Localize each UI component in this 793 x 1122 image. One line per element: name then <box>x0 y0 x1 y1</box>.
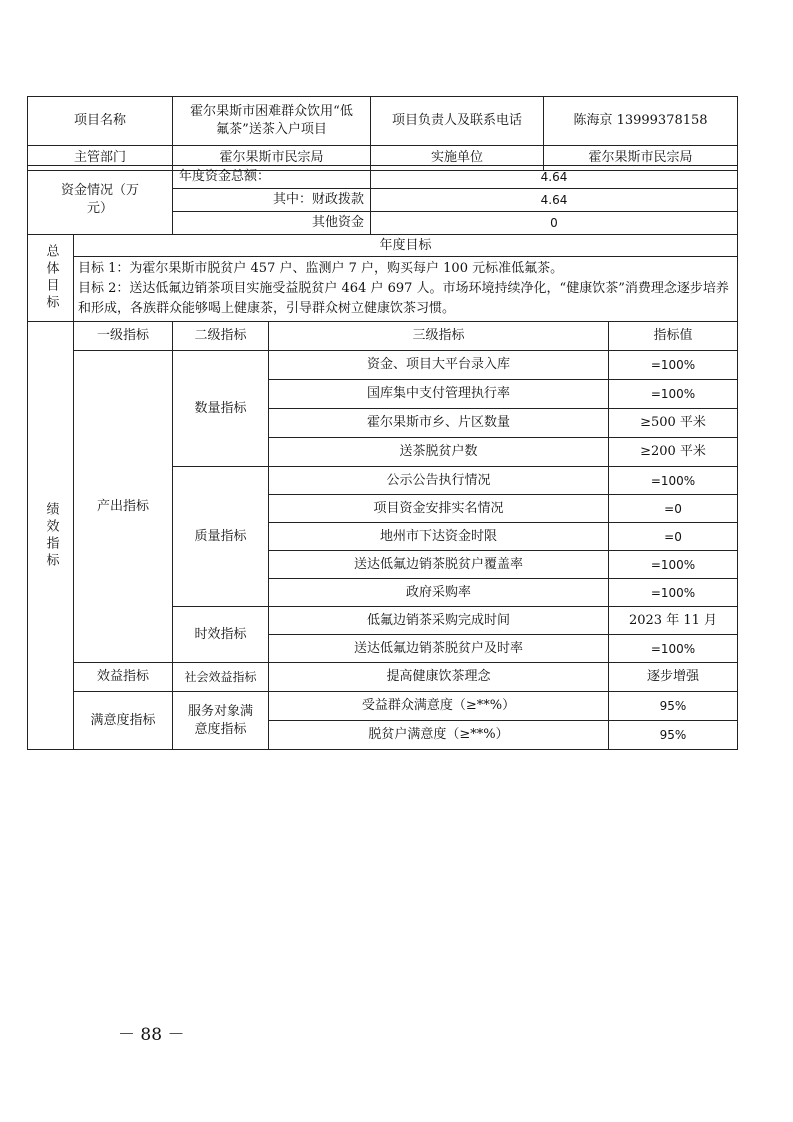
quality-label: 质量指标 <box>173 467 269 607</box>
goals-body <box>74 257 738 322</box>
table-row-value: 逐步增强 <box>609 663 738 692</box>
funds-label: 资金情况（万元） <box>28 166 173 235</box>
social-benefit-label: 社会效益指标 <box>173 663 269 692</box>
table-row-value: =0 <box>609 495 738 523</box>
timeliness-label: 时效指标 <box>173 607 269 663</box>
table-row-value: =100% <box>609 380 738 409</box>
table-row-name: 地州市下达资金时限 <box>269 523 609 551</box>
table-row-name: 公示公告执行情况 <box>269 467 609 495</box>
table-row-value: =100% <box>609 635 738 663</box>
performance-side-label: 绩效指标 <box>28 322 74 750</box>
table-row-name: 受益群众满意度（≥**%） <box>269 692 609 721</box>
fiscal-label: 其中：财政拨款 <box>173 189 371 212</box>
project-name-value: 霍尔果斯市困难群众饮用“低氟茶”送茶入户项目 <box>173 97 371 146</box>
table-row-name: 政府采购率 <box>269 579 609 607</box>
goals-table <box>27 234 738 322</box>
goals-side-label: 总体目标 <box>28 235 74 322</box>
goals-header: 年度目标 <box>74 235 738 257</box>
funds-table <box>27 165 738 235</box>
table-row-value: 95% <box>609 721 738 750</box>
impl-value: 霍尔果斯市民宗局 <box>544 146 738 171</box>
quantity-label: 数量指标 <box>173 351 269 467</box>
table-row-value: =100% <box>609 579 738 607</box>
table-row-value: =100% <box>609 551 738 579</box>
table-row-name: 送茶脱贫户数 <box>269 438 609 467</box>
dept-label: 主管部门 <box>28 146 173 171</box>
table-row-value: =0 <box>609 523 738 551</box>
table-row-name: 送达低氟边销茶脱贫户覆盖率 <box>269 551 609 579</box>
table-row-value: 2023 年 11 月 <box>609 607 738 635</box>
output-label: 产出指标 <box>74 351 173 663</box>
annual-total-value: 4.64 <box>371 166 738 189</box>
benefit-label: 效益指标 <box>74 663 173 692</box>
goal-1: 目标 1：为霍尔果斯市脱贫户 457 户、监测户 7 户，购买每户 100 元标准低氟茶。 <box>78 261 564 276</box>
annual-total-label: 年度资金总额： <box>173 166 371 189</box>
table-row-value: =100% <box>609 351 738 380</box>
impl-label: 实施单位 <box>371 146 544 171</box>
table-row-value: =100% <box>609 467 738 495</box>
table-row-name: 项目资金安排实名情况 <box>269 495 609 523</box>
service-satisfaction-label: 服务对象满意度指标 <box>173 692 269 750</box>
goal-2: 目标 2：送达低氟边销茶项目实施受益脱贫户 464 户 697 人。市场环境持续净化，“健康饮茶”消费理念逐步培养和形成，各族群众能够喝上健康茶，引导群众树立健康饮茶习惯。 <box>78 281 729 316</box>
table-row-value: ≥200 平米 <box>609 438 738 467</box>
table-row-value: ≥500 平米 <box>609 409 738 438</box>
other-funds-label: 其他资金 <box>173 212 371 235</box>
table-row-name: 送达低氟边销茶脱贫户及时率 <box>269 635 609 663</box>
col-value: 指标值 <box>609 322 738 351</box>
page-number: － 88 － <box>118 1025 185 1045</box>
table-row-name: 国库集中支付管理执行率 <box>269 380 609 409</box>
other-funds-value: 0 <box>371 212 738 235</box>
table-row-name: 提高健康饮茶理念 <box>269 663 609 692</box>
col-level2: 二级指标 <box>173 322 269 351</box>
table-row-name: 资金、项目大平台录入库 <box>269 351 609 380</box>
table-row-name: 低氟边销茶采购完成时间 <box>269 607 609 635</box>
dept-value: 霍尔果斯市民宗局 <box>173 146 371 171</box>
col-level1: 一级指标 <box>74 322 173 351</box>
table-row-name: 脱贫户满意度（≥**%） <box>269 721 609 750</box>
contact-label: 项目负责人及联系电话 <box>371 97 544 146</box>
performance-table <box>27 321 738 750</box>
project-name-label: 项目名称 <box>28 97 173 146</box>
contact-value: 陈海京 13999378158 <box>544 97 738 146</box>
table-row-value: 95% <box>609 692 738 721</box>
satisfaction-label: 满意度指标 <box>74 692 173 750</box>
fiscal-value: 4.64 <box>371 189 738 212</box>
table-row-name: 霍尔果斯市乡、片区数量 <box>269 409 609 438</box>
col-level3: 三级指标 <box>269 322 609 351</box>
project-info-table <box>27 96 738 171</box>
